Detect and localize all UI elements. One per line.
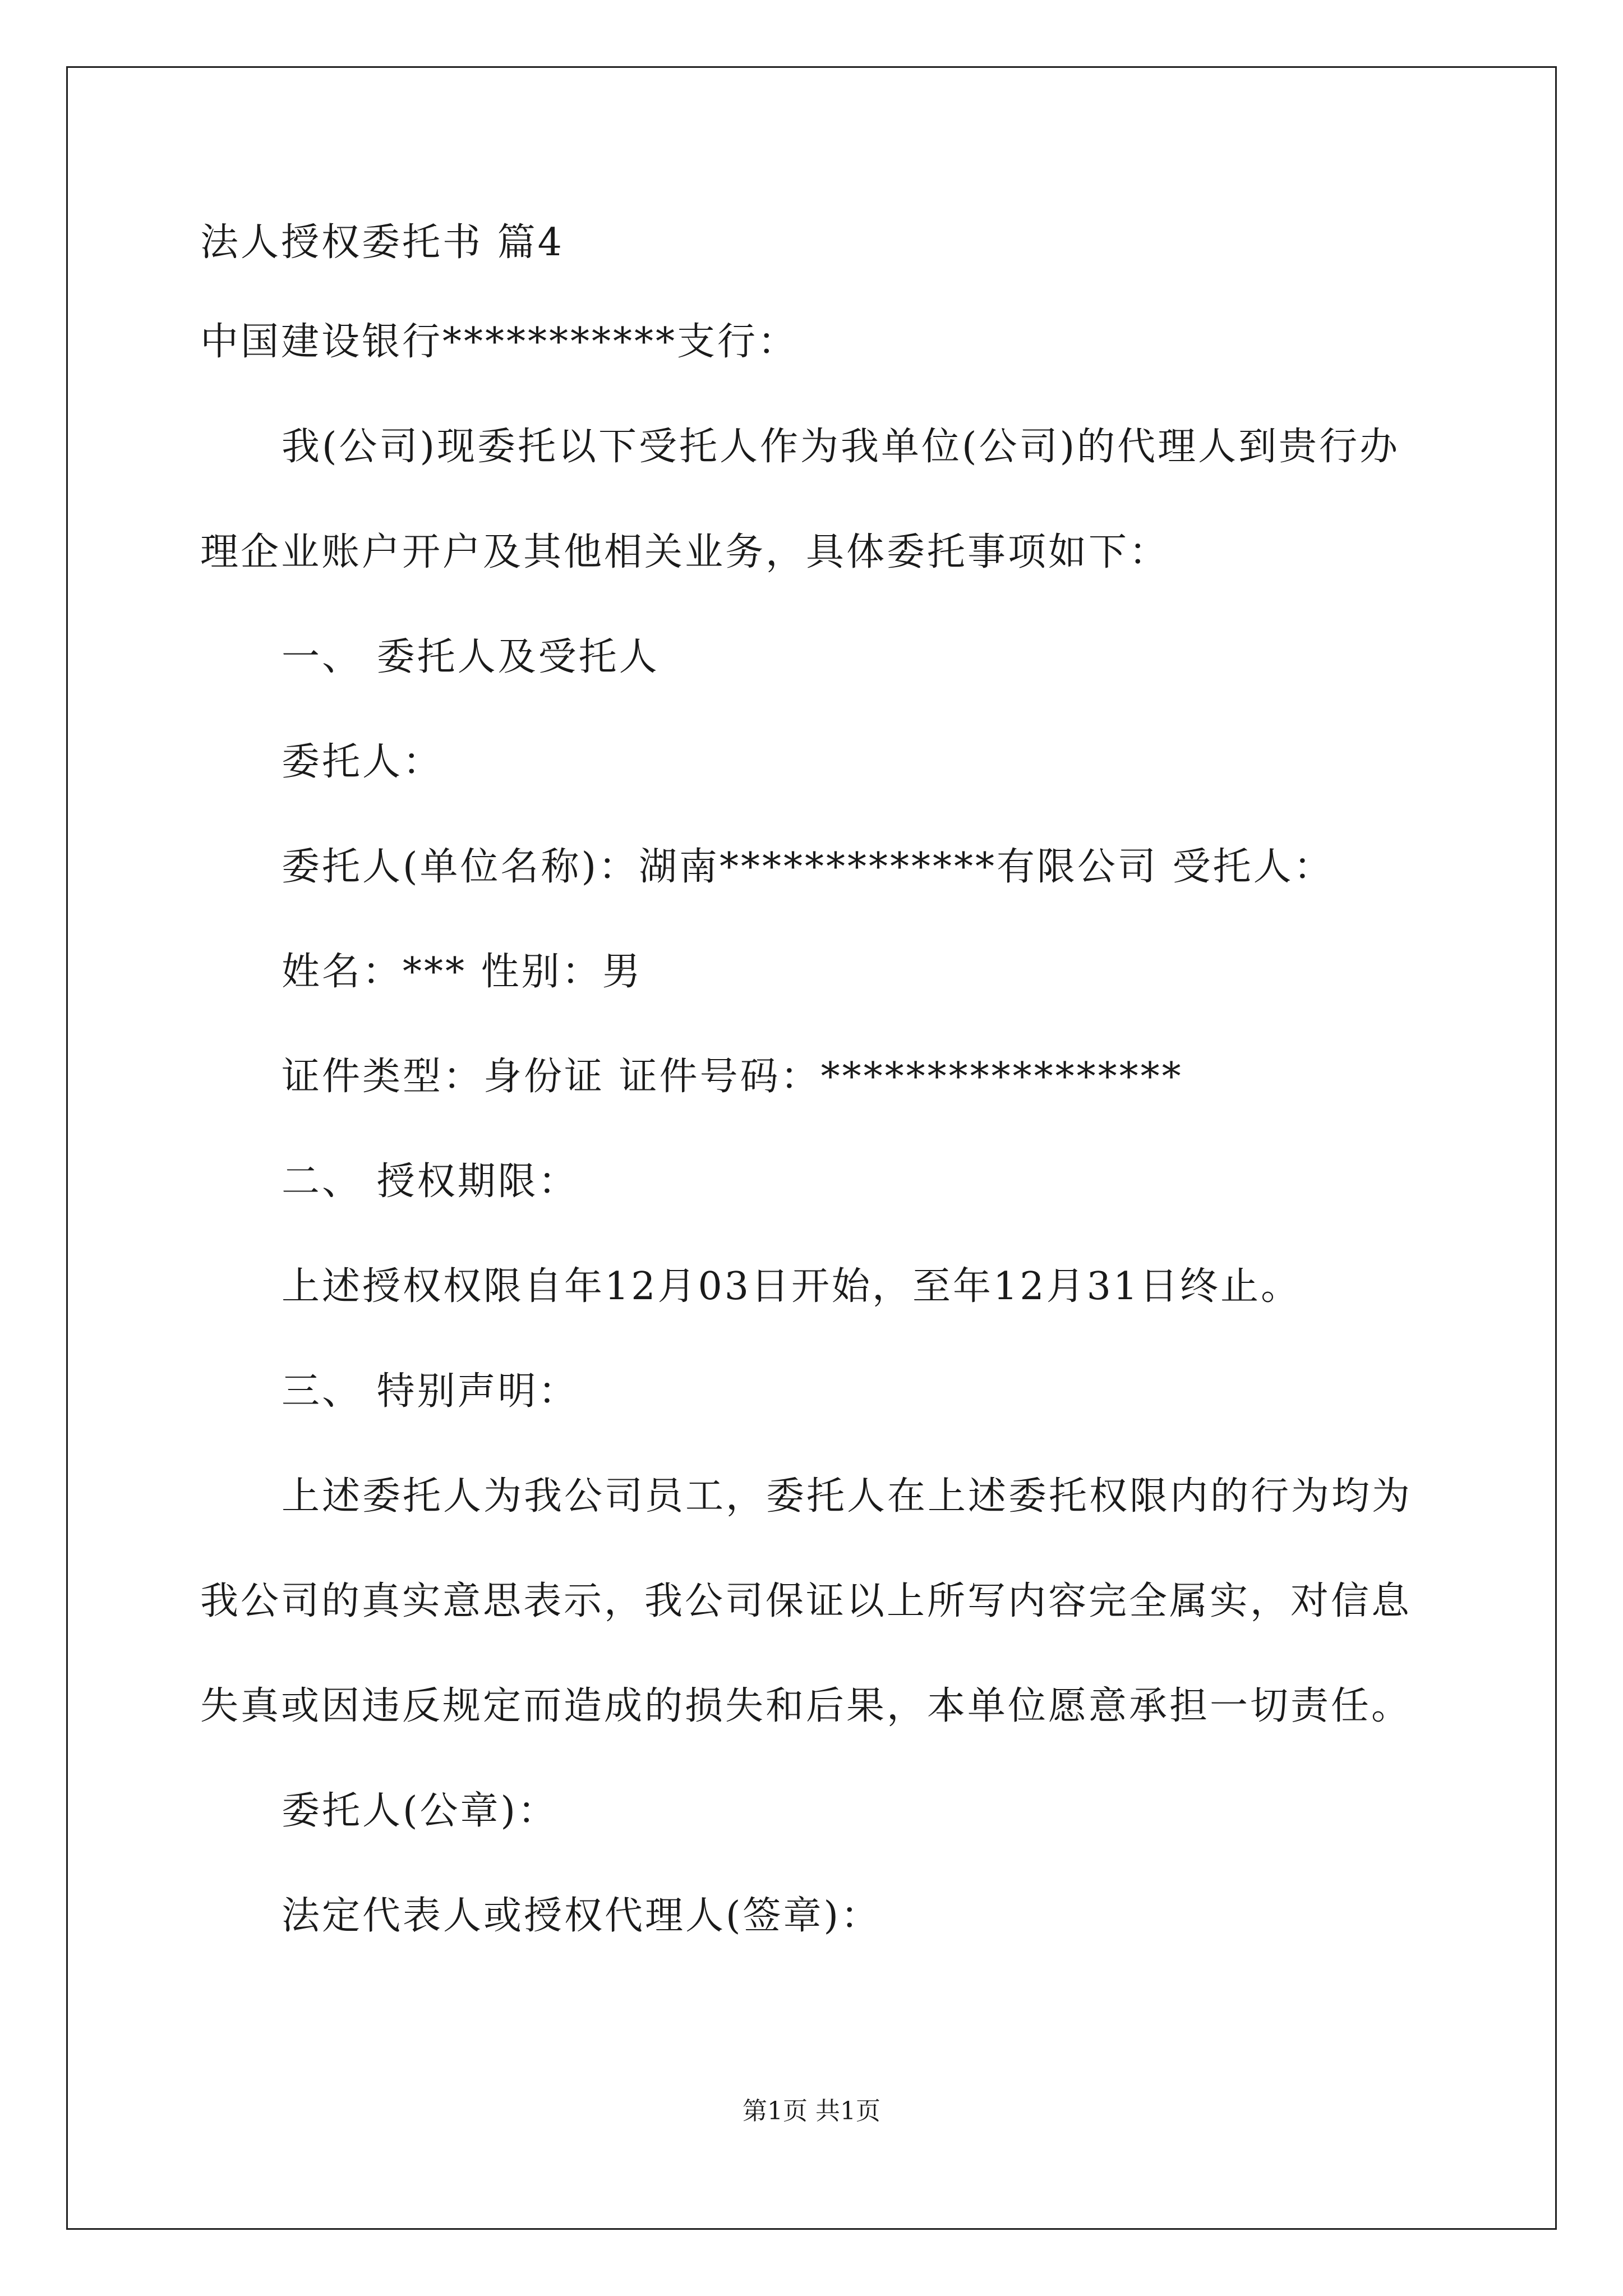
- statement-line-1: 上述委托人为我公司员工，委托人在上述委托权限内的行为均为: [282, 1474, 1413, 1519]
- principal-unit: 委托人(单位名称)：湖南*************有限公司 受托人：: [282, 845, 1334, 889]
- page-footer: 第1页 共1页: [743, 2097, 880, 2125]
- agent-id: 证件类型：身份证 证件号码：*****************: [282, 1055, 1183, 1099]
- agent-name-gender: 姓名：*** 性别：男: [282, 950, 643, 994]
- addressee: 中国建设银行***********支行：: [200, 320, 799, 364]
- statement-line-2: 我公司的真实意思表示，我公司保证以上所写内容完全属实，对信息: [200, 1579, 1412, 1623]
- section1-heading: 一、 委托人及受托人: [282, 635, 660, 679]
- signature-label: 法定代表人或授权代理人(签章)：: [282, 1894, 882, 1938]
- section3-heading: 三、 特别声明：: [282, 1369, 579, 1414]
- section2-heading: 二、 授权期限：: [282, 1159, 579, 1204]
- principal-label: 委托人：: [282, 740, 444, 784]
- seal-label: 委托人(公章)：: [282, 1789, 559, 1833]
- statement-line-3: 失真或因违反规定而造成的损失和后果，本单位愿意承担一切责任。: [200, 1684, 1412, 1728]
- document-title: 法人授权委托书 篇4: [200, 220, 564, 265]
- intro-line-1: 我(公司)现委托以下受托人作为我单位(公司)的代理人到贵行办: [282, 425, 1400, 469]
- period-text: 上述授权权限自年12月03日开始，至年12月31日终止。: [282, 1264, 1302, 1309]
- intro-line-2: 理企业账户开户及其他相关业务，具体委托事项如下：: [200, 530, 1170, 574]
